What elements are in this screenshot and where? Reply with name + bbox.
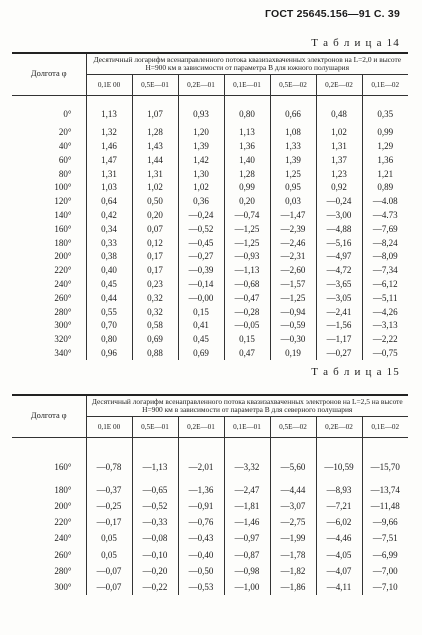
value-cell: —7,00 xyxy=(362,563,408,579)
value-cell: —0,98 xyxy=(224,563,270,579)
value-cell: —4,11 xyxy=(316,579,362,595)
value-cell: —8,24 xyxy=(362,236,408,250)
value-cell: 0,32 xyxy=(132,291,178,305)
value-cell: —2,46 xyxy=(270,236,316,250)
value-cell: 1,03 xyxy=(86,181,132,195)
table-row xyxy=(12,332,408,346)
value-cell: 0,48 xyxy=(316,95,362,125)
value-cell: 0,92 xyxy=(316,181,362,195)
table-row xyxy=(12,579,408,595)
table-15-label: Т а б л и ц а 15 xyxy=(311,366,400,378)
value-cell: —8,93 xyxy=(316,482,362,498)
value-cell: —0,65 xyxy=(132,482,178,498)
longitude-cell: 160° xyxy=(54,461,72,472)
value-cell: —10,59 xyxy=(316,437,362,482)
longitude-cell: 160° xyxy=(54,223,72,234)
value-cell: —1,00 xyxy=(224,579,270,595)
value-cell: —2,47 xyxy=(224,482,270,498)
value-cell: 0,34 xyxy=(86,222,132,236)
value-cell: —3,32 xyxy=(224,437,270,482)
table-row xyxy=(12,194,408,208)
value-cell: 0,99 xyxy=(224,181,270,195)
value-cell: —0,97 xyxy=(224,530,270,546)
table-caption: Десятичный логарифм всенаправленного потока квазизахваченных электронов на L=2,0 и высоте H=900 км в зависимости от параметра B для южного полушария xyxy=(86,53,408,74)
value-cell: —8,09 xyxy=(362,250,408,264)
value-cell: —0,68 xyxy=(224,277,270,291)
value-cell: —7,51 xyxy=(362,530,408,546)
value-cell: —3,65 xyxy=(316,277,362,291)
value-cell: —0,47 xyxy=(224,291,270,305)
value-cell: 1,08 xyxy=(270,125,316,139)
value-cell: —5,60 xyxy=(270,437,316,482)
value-cell: —0,27 xyxy=(316,346,362,360)
value-cell: 1,02 xyxy=(132,181,178,195)
value-cell: 0,95 xyxy=(270,181,316,195)
value-cell: —1,57 xyxy=(270,277,316,291)
table-row xyxy=(12,125,408,139)
value-cell: —1,81 xyxy=(224,498,270,514)
value-cell: 0,15 xyxy=(224,332,270,346)
value-cell: 1,44 xyxy=(132,153,178,167)
column-header: 0,2E—02 xyxy=(316,416,362,437)
value-cell: —7,10 xyxy=(362,579,408,595)
value-cell: 0,64 xyxy=(86,194,132,208)
value-cell: 0,45 xyxy=(86,277,132,291)
table-row xyxy=(12,222,408,236)
value-cell: —4,88 xyxy=(316,222,362,236)
value-cell: —0,05 xyxy=(224,319,270,333)
value-cell: 1,36 xyxy=(362,153,408,167)
table-14 xyxy=(12,52,408,360)
value-cell: —0,14 xyxy=(178,277,224,291)
value-cell: 0,45 xyxy=(178,332,224,346)
value-cell: 1,42 xyxy=(178,153,224,167)
value-cell: 0,05 xyxy=(86,530,132,546)
value-cell: 0,40 xyxy=(86,263,132,277)
value-cell: 0,70 xyxy=(86,319,132,333)
table-14-label: Т а б л и ц а 14 xyxy=(311,37,400,49)
longitude-cell: 320° xyxy=(54,334,72,345)
value-cell: 0,99 xyxy=(362,125,408,139)
value-cell: —1,25 xyxy=(224,222,270,236)
value-cell: —1,13 xyxy=(224,263,270,277)
longitude-cell: 40° xyxy=(58,141,72,152)
value-cell: —1,13 xyxy=(132,437,178,482)
value-cell: —4,46 xyxy=(316,530,362,546)
table-row xyxy=(12,547,408,563)
value-cell: 1,02 xyxy=(316,125,362,139)
value-cell: —0,10 xyxy=(132,547,178,563)
value-cell: —4,44 xyxy=(270,482,316,498)
longitude-cell: 240° xyxy=(54,279,72,290)
value-cell: 0,44 xyxy=(86,291,132,305)
table-row xyxy=(12,530,408,546)
value-cell: 1,40 xyxy=(224,153,270,167)
value-cell: 0,88 xyxy=(132,346,178,360)
value-cell: —0,91 xyxy=(178,498,224,514)
value-cell: —0,75 xyxy=(362,346,408,360)
value-cell: 1,31 xyxy=(316,139,362,153)
column-header: 0,2E—01 xyxy=(178,416,224,437)
value-cell: 0,96 xyxy=(86,346,132,360)
table-15 xyxy=(12,394,408,595)
value-cell: —0,25 xyxy=(86,498,132,514)
column-header: 0,2E—01 xyxy=(178,74,224,95)
table-row xyxy=(12,139,408,153)
column-header: 0,1E 00 xyxy=(86,74,132,95)
value-cell: 1,47 xyxy=(86,153,132,167)
table-row xyxy=(12,437,408,482)
value-cell: —0,52 xyxy=(178,222,224,236)
value-cell: —0,07 xyxy=(86,563,132,579)
value-cell: 1,28 xyxy=(132,125,178,139)
value-cell: 0,42 xyxy=(86,208,132,222)
value-cell: —6,02 xyxy=(316,514,362,530)
longitude-cell: 200° xyxy=(54,501,72,512)
row-header: Долгота φ xyxy=(12,395,86,437)
value-cell: 0,69 xyxy=(132,332,178,346)
table-row xyxy=(12,514,408,530)
value-cell: 0,33 xyxy=(86,236,132,250)
value-cell: —3,07 xyxy=(270,498,316,514)
value-cell: 1,31 xyxy=(86,167,132,181)
value-cell: —0,17 xyxy=(86,514,132,530)
value-cell: 1,21 xyxy=(362,167,408,181)
value-cell: —1,86 xyxy=(270,579,316,595)
longitude-cell: 340° xyxy=(54,348,72,359)
column-header: 0,1E—02 xyxy=(362,74,408,95)
value-cell: —0,27 xyxy=(178,250,224,264)
value-cell: —0,87 xyxy=(224,547,270,563)
longitude-cell: 140° xyxy=(54,210,72,221)
column-header: 0,5E—01 xyxy=(132,74,178,95)
value-cell: 0,12 xyxy=(132,236,178,250)
value-cell: 1,31 xyxy=(132,167,178,181)
value-cell: —2,39 xyxy=(270,222,316,236)
value-cell: —11,48 xyxy=(362,498,408,514)
longitude-cell: 240° xyxy=(54,533,72,544)
value-cell: 1,32 xyxy=(86,125,132,139)
value-cell: —1,78 xyxy=(270,547,316,563)
value-cell: 0,41 xyxy=(178,319,224,333)
value-cell: —0,08 xyxy=(132,530,178,546)
value-cell: 0,32 xyxy=(132,305,178,319)
value-cell: 1,37 xyxy=(316,153,362,167)
value-cell: 1,30 xyxy=(178,167,224,181)
value-cell: 1,07 xyxy=(132,95,178,125)
value-cell: 0,89 xyxy=(362,181,408,195)
value-cell: 0,55 xyxy=(86,305,132,319)
value-cell: 0,93 xyxy=(178,95,224,125)
value-cell: —1,47 xyxy=(270,208,316,222)
longitude-cell: 300° xyxy=(54,320,72,331)
value-cell: 0,03 xyxy=(270,194,316,208)
longitude-cell: 180° xyxy=(54,237,72,248)
value-cell: 0,05 xyxy=(86,547,132,563)
value-cell: 1,13 xyxy=(224,125,270,139)
table-row xyxy=(12,263,408,277)
value-cell: —1,82 xyxy=(270,563,316,579)
longitude-cell: 220° xyxy=(54,265,72,276)
value-cell: 0,17 xyxy=(132,250,178,264)
value-cell: —1,25 xyxy=(224,236,270,250)
value-cell: 1,46 xyxy=(86,139,132,153)
value-cell: —4,97 xyxy=(316,250,362,264)
table-row xyxy=(12,153,408,167)
value-cell: —1,36 xyxy=(178,482,224,498)
value-cell: —4.08 xyxy=(362,194,408,208)
longitude-cell: 280° xyxy=(54,306,72,317)
value-cell: —6,99 xyxy=(362,547,408,563)
table-row xyxy=(12,305,408,319)
table-row xyxy=(12,181,408,195)
value-cell: —0,24 xyxy=(178,208,224,222)
value-cell: —5,11 xyxy=(362,291,408,305)
value-cell: —9,66 xyxy=(362,514,408,530)
longitude-cell: 60° xyxy=(58,154,72,165)
value-cell: 0,23 xyxy=(132,277,178,291)
column-header: 0,5E—02 xyxy=(270,416,316,437)
table-row xyxy=(12,95,408,125)
value-cell: 0,38 xyxy=(86,250,132,264)
value-cell: —7,34 xyxy=(362,263,408,277)
value-cell: —0,94 xyxy=(270,305,316,319)
value-cell: 0,15 xyxy=(178,305,224,319)
value-cell: —0,40 xyxy=(178,547,224,563)
longitude-cell: 80° xyxy=(58,168,72,179)
longitude-cell: 20° xyxy=(58,127,72,138)
value-cell: —1,99 xyxy=(270,530,316,546)
table-row xyxy=(12,291,408,305)
value-cell: 0,20 xyxy=(132,208,178,222)
value-cell: —13,74 xyxy=(362,482,408,498)
value-cell: 0,20 xyxy=(224,194,270,208)
column-header: 0,1E—01 xyxy=(224,74,270,95)
longitude-cell: 120° xyxy=(54,196,72,207)
table-row xyxy=(12,250,408,264)
table-row xyxy=(12,236,408,250)
value-cell: 1,25 xyxy=(270,167,316,181)
value-cell: 0,19 xyxy=(270,346,316,360)
column-header: 0,1E 00 xyxy=(86,416,132,437)
value-cell: —1,17 xyxy=(316,332,362,346)
value-cell: —0,30 xyxy=(270,332,316,346)
longitude-cell: 100° xyxy=(54,182,72,193)
column-header: 0,1E—01 xyxy=(224,416,270,437)
table-row xyxy=(12,498,408,514)
value-cell: —3,05 xyxy=(316,291,362,305)
value-cell: 0,69 xyxy=(178,346,224,360)
value-cell: 0,47 xyxy=(224,346,270,360)
value-cell: 0,58 xyxy=(132,319,178,333)
value-cell: 1,29 xyxy=(362,139,408,153)
value-cell: —0,22 xyxy=(132,579,178,595)
value-cell: —0,59 xyxy=(270,319,316,333)
value-cell: 1,39 xyxy=(178,139,224,153)
column-header: 0,5E—01 xyxy=(132,416,178,437)
row-header: Долгота φ xyxy=(12,53,86,95)
value-cell: —2,22 xyxy=(362,332,408,346)
value-cell: 1,28 xyxy=(224,167,270,181)
value-cell: —1,46 xyxy=(224,514,270,530)
value-cell: —2,01 xyxy=(178,437,224,482)
value-cell: —4.73 xyxy=(362,208,408,222)
value-cell: —4,72 xyxy=(316,263,362,277)
value-cell: —6,12 xyxy=(362,277,408,291)
table-row xyxy=(12,482,408,498)
table-row xyxy=(12,563,408,579)
table-row xyxy=(12,208,408,222)
value-cell: —0,24 xyxy=(316,194,362,208)
longitude-cell: 280° xyxy=(54,565,72,576)
value-cell: —2,75 xyxy=(270,514,316,530)
value-cell: —15,70 xyxy=(362,437,408,482)
value-cell: 1,33 xyxy=(270,139,316,153)
value-cell: 1,36 xyxy=(224,139,270,153)
value-cell: —2,31 xyxy=(270,250,316,264)
value-cell: 0,80 xyxy=(86,332,132,346)
value-cell: —0,52 xyxy=(132,498,178,514)
value-cell: —0,28 xyxy=(224,305,270,319)
value-cell: 0,80 xyxy=(224,95,270,125)
value-cell: —0,50 xyxy=(178,563,224,579)
page-header: ГОСТ 25645.156—91 С. 39 xyxy=(264,8,400,20)
column-header: 0,2E—02 xyxy=(316,74,362,95)
table-row xyxy=(12,277,408,291)
value-cell: —3,13 xyxy=(362,319,408,333)
table-row xyxy=(12,319,408,333)
value-cell: —1,25 xyxy=(270,291,316,305)
value-cell: 1,13 xyxy=(86,95,132,125)
longitude-cell: 300° xyxy=(54,582,72,592)
longitude-cell: 260° xyxy=(54,292,72,303)
value-cell: —0,39 xyxy=(178,263,224,277)
longitude-cell: 180° xyxy=(54,484,72,495)
table-caption: Десятичный логарифм всенаправленного потока квазизахваченных электронов на L=2,5 на высоте H=900 км в зависимости от параметра B для северного полушария xyxy=(86,395,408,416)
value-cell: —7,69 xyxy=(362,222,408,236)
value-cell: —0,76 xyxy=(178,514,224,530)
value-cell: 0,07 xyxy=(132,222,178,236)
longitude-cell: 200° xyxy=(54,251,72,262)
value-cell: —0,45 xyxy=(178,236,224,250)
value-cell: —0,20 xyxy=(132,563,178,579)
value-cell: 0,35 xyxy=(362,95,408,125)
table-row xyxy=(12,346,408,360)
value-cell: 1,02 xyxy=(178,181,224,195)
value-cell: —3,00 xyxy=(316,208,362,222)
value-cell: —1,56 xyxy=(316,319,362,333)
value-cell: —0,33 xyxy=(132,514,178,530)
longitude-cell: 0° xyxy=(63,109,72,120)
value-cell: —0,00 xyxy=(178,291,224,305)
table-row xyxy=(12,167,408,181)
value-cell: 1,43 xyxy=(132,139,178,153)
value-cell: —2,41 xyxy=(316,305,362,319)
value-cell: —5,16 xyxy=(316,236,362,250)
value-cell: —0,43 xyxy=(178,530,224,546)
longitude-cell: 220° xyxy=(54,517,72,528)
value-cell: 1,23 xyxy=(316,167,362,181)
value-cell: 0,50 xyxy=(132,194,178,208)
value-cell: —7,21 xyxy=(316,498,362,514)
value-cell: —4,26 xyxy=(362,305,408,319)
value-cell: 0,36 xyxy=(178,194,224,208)
value-cell: —4,07 xyxy=(316,563,362,579)
value-cell: 0,17 xyxy=(132,263,178,277)
value-cell: —2,60 xyxy=(270,263,316,277)
value-cell: —0,37 xyxy=(86,482,132,498)
value-cell: —0,74 xyxy=(224,208,270,222)
value-cell: —0,07 xyxy=(86,579,132,595)
value-cell: —0,53 xyxy=(178,579,224,595)
value-cell: —0,93 xyxy=(224,250,270,264)
value-cell: —0,78 xyxy=(86,437,132,482)
value-cell: 1,39 xyxy=(270,153,316,167)
column-header: 0,1E—02 xyxy=(362,416,408,437)
value-cell: —4,05 xyxy=(316,547,362,563)
value-cell: 0,66 xyxy=(270,95,316,125)
column-header: 0,5E—02 xyxy=(270,74,316,95)
value-cell: 1,20 xyxy=(178,125,224,139)
longitude-cell: 260° xyxy=(54,549,72,560)
